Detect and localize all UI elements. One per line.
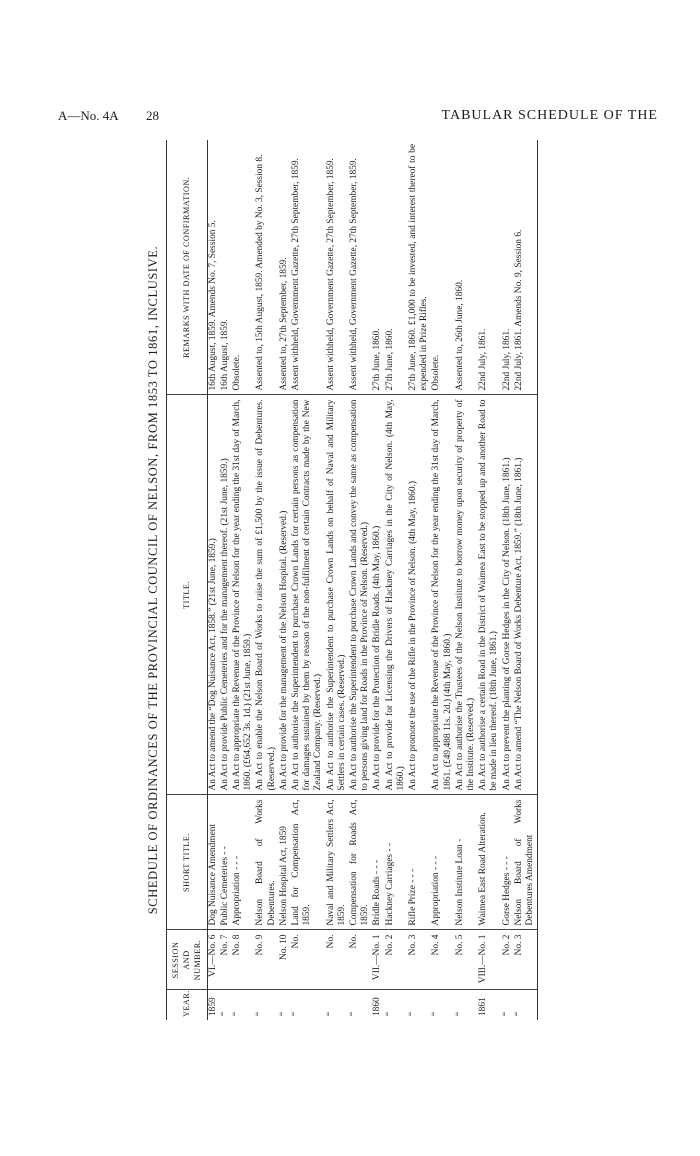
cell-session: VII.—No. 1 [372,930,384,990]
cell-year: “ [278,1011,289,1016]
cell-remarks: 27th June, 1860. £1,000 to be invested, and interest thereof to be expended in Prize Rifles. [408,140,431,395]
cell-remarks: Obsolete. [232,140,255,395]
cell-short-title: Bridle Roads - - - [372,795,384,930]
cell-title: An Act to promote the use of the Rifle in the Province of Nelson. (4th May, 1860.) [408,395,431,795]
cell-remarks: 27th June, 1860. [385,140,408,395]
column-header-remarks: REMARKS WITH DATE OF CONFIRMATION. [167,140,208,395]
cell-year: “ [384,1011,395,1016]
cell-short-title: Rifle Prize - - - [408,795,431,930]
cell-session: No. 3 [408,930,431,990]
cell-remarks: Assented to, 26th June, 1860. [455,140,478,395]
cell-short-title: Nelson Board of Works Debentures Amendment [514,795,538,930]
page-number: 28 [146,108,159,123]
cell-title: An Act to authorise the Trustees of the Nelson Institute to borrow money upon security of property of the Institute. (Reserved.) [455,395,478,795]
column-header-short-title: SHORT TITLE. [167,795,208,930]
cell-session: No. [349,930,372,990]
table-row [455,140,478,1020]
table-caption: SCHEDULE OF ORDINANCES OF THE PROVINCIAL COUNCIL OF NELSON, FROM 1853 TO 1861, INCLUSIVE. [146,245,160,915]
page-header [58,108,658,130]
cell-year: 1860 [372,997,383,1016]
table-row [220,140,232,1020]
cell-title: An Act to amend the “Dog Nuisance Act, 1858.” (21st June, 1859.) [207,395,220,795]
cell-year: “ [454,1011,465,1016]
table-row [291,140,326,1020]
running-title: TABULAR SCHEDULE OF THE [441,108,658,123]
cell-title: An Act to authorise a certain Road in the District of Waimea East to be stopped up and another Road to be made in lieu thereof. (18th June, 1861.) [478,395,501,795]
cell-session: No. 9 [255,930,278,990]
cell-session: No. [326,930,349,990]
table-body [207,140,538,1020]
table-row [478,140,501,1020]
cell-remarks: Assent withheld, Government Gazette, 27th September, 1859. [349,140,372,395]
cell-title: An Act to provide for the Protection of Bridle Roads. (4th May, 1860.) [372,395,384,795]
rotated-schedule [140,140,600,1020]
cell-year: “ [325,1011,336,1016]
cell-short-title: Compensation for Roads Act, 1859. [349,795,372,930]
table-row [385,140,408,1020]
cell-short-title: Hackney Carriages - - [385,795,408,930]
column-header-title: TITLE. [167,395,208,795]
cell-year: “ [219,1011,230,1016]
cell-short-title: Nelson Institute Loan - [455,795,478,930]
cell-remarks: 22nd July, 1861. [502,140,514,395]
ordinance-table [166,140,538,1020]
table-row [408,140,431,1020]
cell-title: An Act to amend “The Nelson Board of Works Debenture Act, 1859.” (18th June, 1861.) [514,395,538,795]
cell-session: No. 4 [431,930,454,990]
cell-short-title: Naval and Military Settlers Act, 1859. [326,795,349,930]
cell-short-title: Nelson Hospital Act, 1859 [279,795,291,930]
cell-session: No. 10 [279,930,291,990]
cell-title: An Act to provide for Licensing the Drivers of Hackney Carriages in the City of Nelson. (4th May, 1860.) [385,395,408,795]
cell-year: “ [408,1011,419,1016]
cell-short-title: Waimea East Road Alteration. [478,795,501,930]
cell-year: 1859 [207,997,218,1016]
cell-short-title: Appropriation - - - [431,795,454,930]
table-row [514,140,538,1020]
cell-session: VIII.—No. 1 [478,930,501,990]
cell-session: VI.—No. 6 [207,930,220,990]
cell-remarks: Obsolete. [431,140,454,395]
cell-year: “ [255,1011,266,1016]
cell-title: An Act to enable the Nelson Board of Works to raise the sum of £1,500 by the issue of Debentures. (Reserved.) [255,395,278,795]
cell-short-title: Nelson Board of Works Debentures. [255,795,278,930]
cell-year: “ [349,1011,360,1016]
cell-remarks: 22nd July, 1861. Amends No. 9, Session 6. [514,140,538,395]
cell-title: An Act to provide Public Cemeteries and for the management thereof. (21st June, 1859.) [220,395,232,795]
cell-remarks: Assent withheld, Government Gazette, 27th September, 1859. [291,140,326,395]
cell-title: An Act to appropriate the Revenue of the Province of Nelson for the year ending the 31st day of March, 1860. (£64,652 3s. 1d.) (21st June, 1859.) [232,395,255,795]
cell-title: An Act to prevent the planting of Gorse Hedges in the City of Nelson. (18th June, 1861.) [502,395,514,795]
document-reference: A—No. 4A [58,108,119,123]
cell-remarks: 22nd July, 1861. [478,140,501,395]
cell-title: An Act to provide for the management of the Nelson Hospital. (Reserved.) [279,395,291,795]
table-row [349,140,372,1020]
table-row [372,140,384,1020]
cell-year: 1861 [478,997,489,1016]
column-header-year: YEAR. [167,990,208,1020]
cell-session: No. 5 [455,930,478,990]
cell-title: An Act to authorise the Superintendent to purchase Crown Lands on behalf of Naval and Military Settlers in certain cases. (Reserved.) [326,395,349,795]
cell-session: No. 2 [502,930,514,990]
cell-title: An Act to appropriate the Revenue of the Province of Nelson for the year ending the 31st day of March, 1861. (£49,488 11s. 2d.) (4th May, 1860.) [431,395,454,795]
cell-short-title: Gorse Hedges - - - [502,795,514,930]
cell-remarks: Assent withheld, Government Gazette, 27th September, 1859. [326,140,349,395]
cell-session: No. 3 [514,930,538,990]
cell-remarks: Assented to, 15th August, 1859. Amended by No. 3, Session 8. [255,140,278,395]
cell-year: “ [291,1011,302,1016]
cell-short-title: Dog Nuisance Amendment [207,795,220,930]
cell-session: No. 2 [385,930,408,990]
cell-year: “ [232,1011,243,1016]
cell-title: An Act to authorise the Superintendent to purchase Crown Lands and convey the same as compensation to persons giving land for Roads in the Province of Nelson. (Reserved.) [349,395,372,795]
table-row [502,140,514,1020]
table-row [232,140,255,1020]
cell-remarks: 16th August, 1859. Amends No. 7, Session 5. [207,140,220,395]
table-header-row [167,140,208,1020]
cell-title: An Act to authorise the Superintendent to purchase Crown Lands for certain persons as compensation for damages sustained by them by reason of the non-fulfilment of certain Contracts made by the New Zealand Company. (Reserved.) [291,395,326,795]
table-row [326,140,349,1020]
cell-session: No. 7 [220,930,232,990]
table-row [255,140,278,1020]
cell-year: “ [431,1011,442,1016]
column-header-session: SESSION AND NUMBER. [167,930,208,990]
cell-year: “ [514,990,538,1020]
table-row [431,140,454,1020]
cell-short-title: Land for Compensation Act, 1859. [291,795,326,930]
table-row [207,140,220,1020]
cell-short-title: Public Cemeteries - - [220,795,232,930]
cell-remarks: 16th August, 1859. [220,140,232,395]
cell-session: No. 8 [232,930,255,990]
cell-session: No. [291,930,326,990]
cell-remarks: Assented to, 27th September, 1859. [279,140,291,395]
table-row [279,140,291,1020]
cell-remarks: 27th June, 1860. [372,140,384,395]
cell-short-title: Appropriation - - - [232,795,255,930]
cell-year: “ [501,1011,512,1016]
